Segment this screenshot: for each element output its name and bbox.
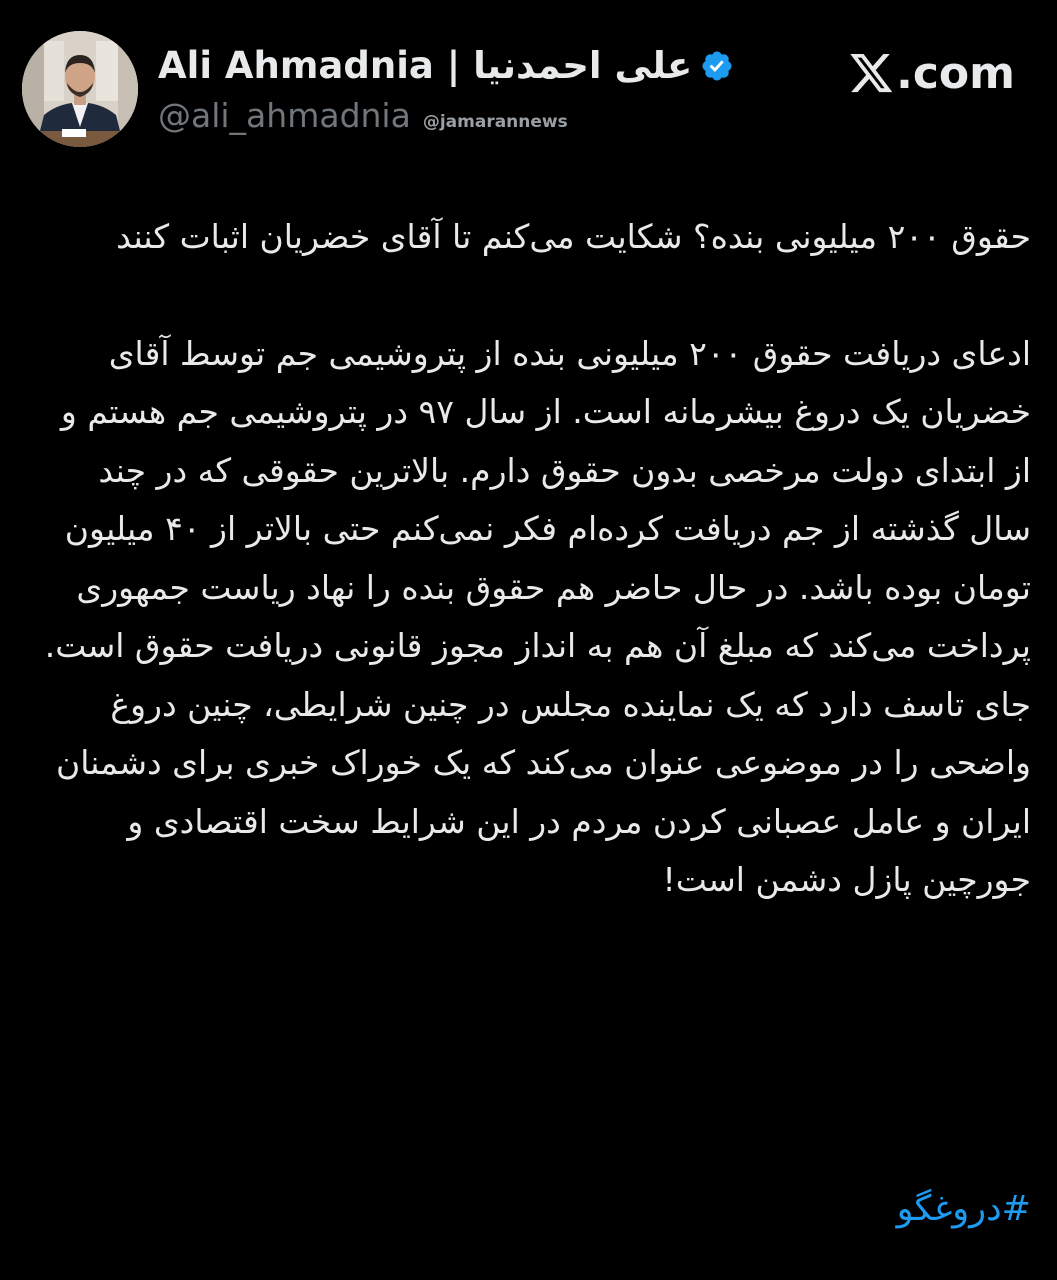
author-handle[interactable]: @ali_ahmadnia (158, 96, 411, 135)
x-logo-icon (850, 54, 894, 94)
source-watermark: @jamarannews (422, 112, 568, 132)
tweet-text (34, 208, 1031, 910)
tweet-paragraph-1: حقوق ۲۰۰ میلیونی بنده؟ شکایت می‌کنم تا آقای خضریان اثبات کنند (116, 217, 1031, 256)
x-logo-text: .com (896, 48, 1015, 99)
author-name-row (158, 40, 734, 92)
display-name[interactable]: Ali Ahmadnia | علی احمدنیا (158, 44, 693, 87)
x-brand-logo[interactable] (850, 48, 1015, 100)
tweet-paragraph-2: ادعای دریافت حقوق ۲۰۰ میلیونی بنده از پتروشیمی جم توسط آقای خضریان یک دروغ بیشرمانه است. از سال ۹۷ در پتروشیمی جم هستم و از ابتدای دولت مرخصی بدون حقوق دارم. بالاترین حقوقی که در چند سال گذشته از جم دریافت کرده‌ام فکر نمی‌کنم حتی بالاتر از ۴۰ میلیون تومان بوده باشد. در حال حاضر هم حقوق بنده را نهاد ریاست جمهوری پرداخت می‌کند که مبلغ آن هم به انداز مجوز قانونی دریافت حقوق است. جای تاسف دارد که یک نماینده مجلس در چنین شرایطی، چنین دروغ واضحی را در موضوعی عنوان می‌کند که یک خوراک خبری برای دشمنان ایران و عامل عصبانی کردن مردم در این شرایط سخت اقتصادی و جورچین پازل دشمن است! (44, 333, 1031, 899)
profile-photo-icon (22, 31, 138, 147)
tweet-header (0, 0, 1057, 160)
verified-badge-icon (700, 49, 734, 83)
handle-row (158, 96, 568, 135)
paragraph-spacer (34, 267, 1031, 325)
avatar[interactable] (22, 31, 138, 147)
hashtag-link[interactable]: #دروغگو (896, 1189, 1031, 1229)
